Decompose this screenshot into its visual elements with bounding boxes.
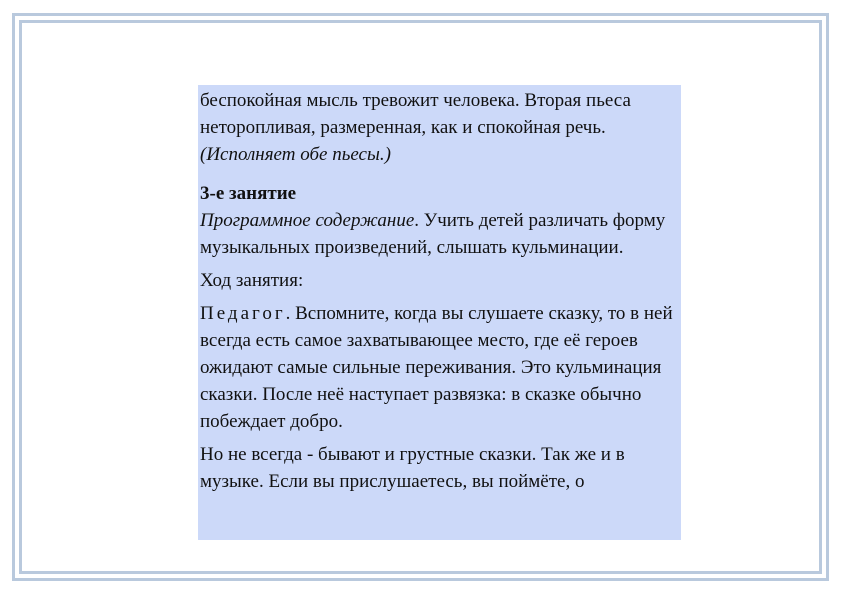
program-label: Программное содержание <box>200 210 415 231</box>
program-text: . Учить детей различать форму музыкальных произведений, слышать кульминации. <box>200 210 666 258</box>
lesson-heading: 3-е занятие <box>200 183 297 204</box>
slide-text-block <box>198 85 681 540</box>
paragraph-program <box>200 207 679 261</box>
lesson-flow: Ход занятия: <box>200 270 304 291</box>
paragraph-intro <box>200 87 679 168</box>
paragraph-last: Но не всегда - бывают и грустные сказки. Так же и в музыке. Если вы прислушаетесь, вы поймёте, о <box>200 444 625 492</box>
intro-text: беспокойная мысль тревожит человека. Вторая пьеса неторопливая, размеренная, как и спокойная речь. <box>200 90 631 138</box>
teacher-text: . Вспомните, когда вы слушаете сказку, то в ней всегда есть самое захватывающее место, где её героев ожидают самые сильные переживания. Это кульминация сказки. После неё наступает развязка: в сказке обычно побеждает добро. <box>200 303 673 432</box>
paragraph-teacher <box>200 300 679 435</box>
teacher-label: Педагог <box>200 303 286 324</box>
intro-italic-note: (Исполняет обе пьесы.) <box>200 144 391 165</box>
